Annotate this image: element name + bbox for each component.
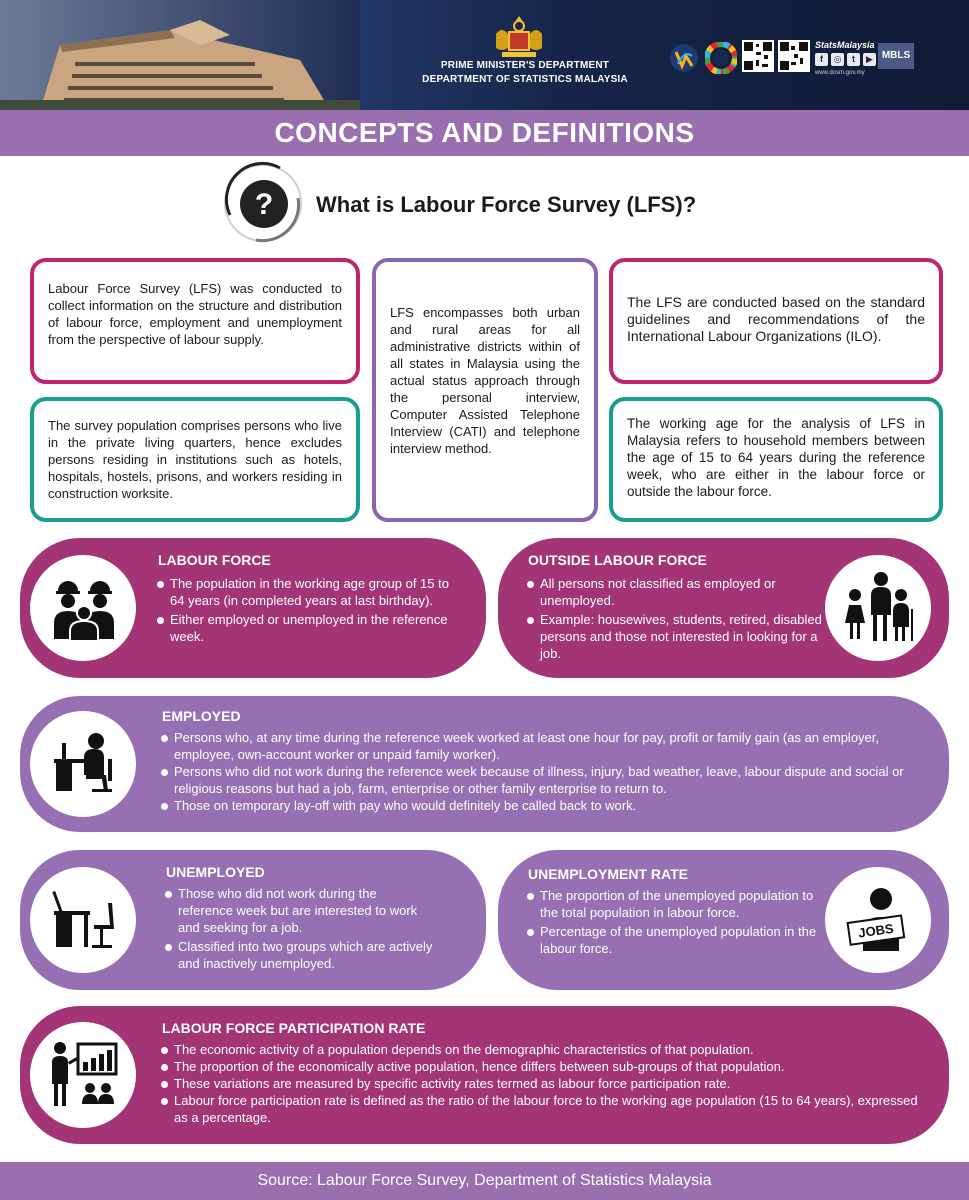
lfpr-item: The proportion of the economically active population, hence differs between sub-groups of that population. bbox=[160, 1058, 920, 1075]
employed-section bbox=[20, 696, 949, 832]
outside-labour-force-section bbox=[498, 538, 949, 678]
question-heading: What is Labour Force Survey (LFS)? bbox=[316, 192, 697, 217]
workers-icon bbox=[50, 577, 118, 641]
lfs-standards-text: The LFS are conducted based on the standard guidelines and recommendations of the International Labour Organizations (ILO). bbox=[627, 294, 925, 344]
working-age-text: The working age for the analysis of LFS in Malaysia refers to household members between the age of 15 to 64 years during the reference week, who are either in the labour force or outside the labour force. bbox=[627, 416, 925, 499]
lfs-coverage-box bbox=[372, 258, 598, 522]
page-title: CONCEPTS AND DEFINITIONS bbox=[274, 117, 695, 148]
instagram-icon[interactable]: ◎ bbox=[831, 53, 844, 66]
labour-force-icon-circle bbox=[30, 555, 136, 661]
labour-force-title: LABOUR FORCE bbox=[158, 552, 271, 568]
outside-labour-force-title: OUTSIDE LABOUR FORCE bbox=[528, 552, 707, 568]
unemployed-section bbox=[20, 850, 486, 990]
unemployment-rate-section bbox=[498, 850, 949, 990]
jobs-sign-text: JOBS bbox=[857, 920, 895, 941]
outside-labour-force-item: All persons not classified as employed or unemployed. bbox=[526, 575, 822, 609]
header-banner bbox=[0, 0, 969, 110]
labour-force-list bbox=[156, 575, 456, 645]
department-line-2: DEPARTMENT OF STATISTICS MALAYSIA bbox=[422, 74, 628, 85]
unemployment-rate-item: Percentage of the unemployed population in the labour force. bbox=[526, 923, 824, 957]
lfpr-section bbox=[20, 1006, 949, 1144]
unemployment-rate-icon-circle bbox=[825, 867, 931, 973]
employed-list bbox=[160, 729, 910, 814]
site-url[interactable]: www.dosm.gov.my bbox=[815, 70, 865, 76]
lfpr-title: LABOUR FORCE PARTICIPATION RATE bbox=[162, 1020, 426, 1036]
building-image bbox=[0, 0, 360, 110]
unemployment-rate-list bbox=[526, 887, 824, 957]
facebook-icon[interactable]: f bbox=[815, 53, 828, 66]
twitter-icon[interactable]: t bbox=[847, 53, 860, 66]
qr-code-icon[interactable] bbox=[778, 40, 810, 72]
working-age-box bbox=[609, 397, 943, 522]
labour-force-item: The population in the working age group of 15 to 64 years (in completed years at last birthday). bbox=[156, 575, 456, 609]
outside-labour-force-item: Example: housewives, students, retired, disabled persons and those not interested in looking for a job. bbox=[526, 611, 822, 662]
coat-of-arms-icon bbox=[492, 14, 546, 58]
employed-item: Persons who did not work during the reference week because of illness, injury, bad weather, leave, labour dispute and social or religious reasons but had a job, farm, enterprise or other family enterprise to return to. bbox=[160, 763, 910, 797]
labour-force-section bbox=[20, 538, 486, 678]
employed-item: Persons who, at any time during the reference week worked at least one hour for pay, profit or family gain (as an employer, employee, own-account worker or unpaid family worker). bbox=[160, 729, 910, 763]
source-note: Source: Labour Force Survey, Department of Statistics Malaysia bbox=[257, 1172, 712, 1189]
lfs-standards-box bbox=[609, 258, 943, 384]
lfpr-item: Labour force participation rate is defined as the ratio of the labour force to the working age population (15 to 64 years), expressed as a percentage. bbox=[160, 1092, 920, 1126]
lfpr-item: The economic activity of a population depends on the demographic characteristics of that population. bbox=[160, 1041, 920, 1058]
sdg-wheel-icon bbox=[705, 42, 737, 74]
unemployment-rate-title: UNEMPLOYMENT RATE bbox=[528, 866, 688, 882]
lfpr-item: These variations are measured by specific activity rates termed as labour force participation rate. bbox=[160, 1075, 920, 1092]
social-icons bbox=[815, 53, 876, 66]
department-line-1: PRIME MINISTER'S DEPARTMENT bbox=[440, 60, 610, 71]
family-icon bbox=[841, 571, 917, 647]
presentation-icon bbox=[50, 1040, 120, 1110]
labour-force-item: Either employed or unemployed in the reference week. bbox=[156, 611, 456, 645]
unemployed-title: UNEMPLOYED bbox=[166, 864, 265, 880]
empty-desk-icon bbox=[50, 885, 120, 955]
stats-malaysia-label: StatsMalaysia bbox=[815, 40, 875, 50]
youtube-icon[interactable]: ▶ bbox=[863, 53, 876, 66]
survey-population-text: The survey population comprises persons who live in the private living quarters, hence excludes persons residing in institutions such as hotels, hospitals, hostels, prisons, and workers residing in construction worksite. bbox=[48, 418, 342, 501]
unemployed-item: Classified into two groups which are actively and inactively unemployed. bbox=[164, 938, 434, 972]
outside-labour-force-list bbox=[526, 575, 822, 662]
lfpr-list bbox=[160, 1041, 920, 1126]
svg-text:?: ? bbox=[254, 188, 274, 221]
outside-labour-force-icon-circle bbox=[825, 555, 931, 661]
mbls-logo: MBLS bbox=[878, 43, 914, 69]
unemployed-list bbox=[164, 885, 434, 972]
employed-icon-circle bbox=[30, 711, 136, 817]
unemployment-rate-item: The proportion of the unemployed population to the total population in labour force. bbox=[526, 887, 824, 921]
lfs-purpose-box bbox=[30, 258, 360, 384]
partner-logo-icon bbox=[668, 42, 700, 74]
qr-code-icon[interactable] bbox=[742, 40, 774, 72]
unemployed-item: Those who did not work during the reference week but are interested to work and seeking for a job. bbox=[164, 885, 434, 936]
job-seeker-icon bbox=[839, 885, 919, 955]
question-mark-icon bbox=[220, 160, 306, 246]
worker-at-desk-icon bbox=[50, 729, 120, 799]
lfs-coverage-text: LFS encompasses both urban and rural areas for all administrative districts within of all states in Malaysia using the actual status approach through the personal interview, Computer Assisted Telephone Interview (CATI) and telephone interview method. bbox=[390, 305, 580, 456]
survey-population-box bbox=[30, 397, 360, 522]
lfs-purpose-text: Labour Force Survey (LFS) was conducted to collect information on the structure and distribution of labour force, employment and unemployment from the perspective of labour supply. bbox=[48, 281, 342, 347]
employed-item: Those on temporary lay-off with pay who would definitely be called back to work. bbox=[160, 797, 910, 814]
employed-title: EMPLOYED bbox=[162, 708, 241, 724]
unemployed-icon-circle bbox=[30, 867, 136, 973]
lfpr-icon-circle bbox=[30, 1022, 136, 1128]
